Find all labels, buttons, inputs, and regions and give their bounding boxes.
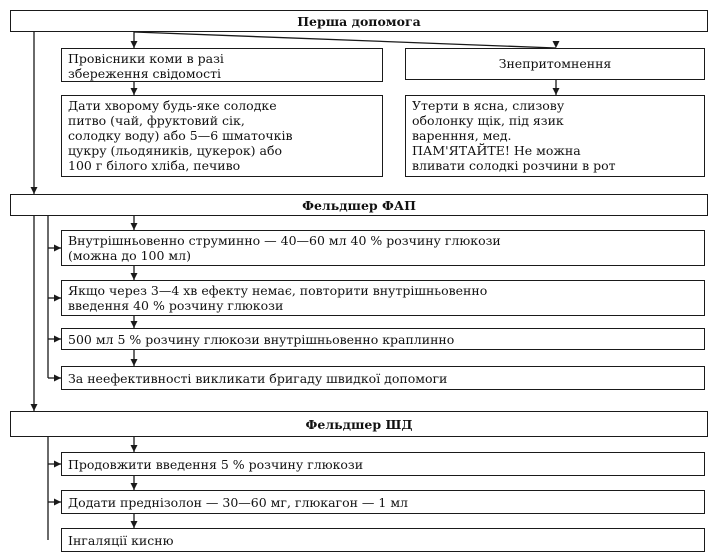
loss-of-consciousness-box: Знепритомнення [405, 48, 705, 80]
arrowhead [54, 295, 61, 302]
unconscious-action-box: Утерти в ясна, слизову оболонку щік, під язик варенння, мед. ПАМ'ЯТАЙТЕ! Не можна вливати солодкі розчини в рот [405, 95, 705, 177]
arrowhead [131, 273, 138, 280]
arrowhead [553, 41, 560, 48]
section-header-first-aid: Перша допомога [10, 10, 708, 32]
arrowhead [54, 375, 61, 382]
arrowhead [54, 461, 61, 468]
arrowhead [131, 445, 138, 452]
arrow-line [134, 32, 556, 48]
arrowhead [131, 223, 138, 230]
arrowhead [54, 245, 61, 252]
arrowhead [54, 336, 61, 343]
fap-step-4: За неефективності викликати бригаду швидкої допомоги [61, 366, 705, 390]
arrowhead [553, 88, 560, 95]
shd-step-3: Інгаляції кисню [61, 528, 705, 552]
arrowhead [54, 499, 61, 506]
arrowhead [131, 88, 138, 95]
shd-step-2: Додати преднізолон — 30—60 мг, глюкагон — 1 мл [61, 490, 705, 514]
section-header-fap: Фельдшер ФАП [10, 194, 708, 216]
fap-step-3: 500 мл 5 % розчину глюкози внутрішньовенно краплинно [61, 328, 705, 350]
arrowhead [131, 483, 138, 490]
arrowhead [31, 187, 38, 194]
conscious-action-box: Дати хворому будь-яке солодке питво (чай, фруктовий сік, солодку воду) або 5—6 шматочків цукру (льодяників, цукерок) або 100 г білого хліба, печиво [61, 95, 383, 177]
arrowhead [131, 521, 138, 528]
shd-step-1: Продовжити введення 5 % розчину глюкози [61, 452, 705, 476]
arrowhead [131, 41, 138, 48]
arrowhead [131, 321, 138, 328]
section-header-shd: Фельдшер ШД [10, 411, 708, 437]
arrowhead [131, 359, 138, 366]
fap-step-2: Якщо через 3—4 хв ефекту немає, повторити внутрішньовенно введення 40 % розчину глюкози [61, 280, 705, 316]
fap-step-1: Внутрішньовенно струминно — 40—60 мл 40 % розчину глюкози (можна до 100 мл) [61, 230, 705, 266]
conscious-precursors-box: Провісники коми в разі збереження свідомості [61, 48, 383, 82]
arrowhead [31, 404, 38, 411]
